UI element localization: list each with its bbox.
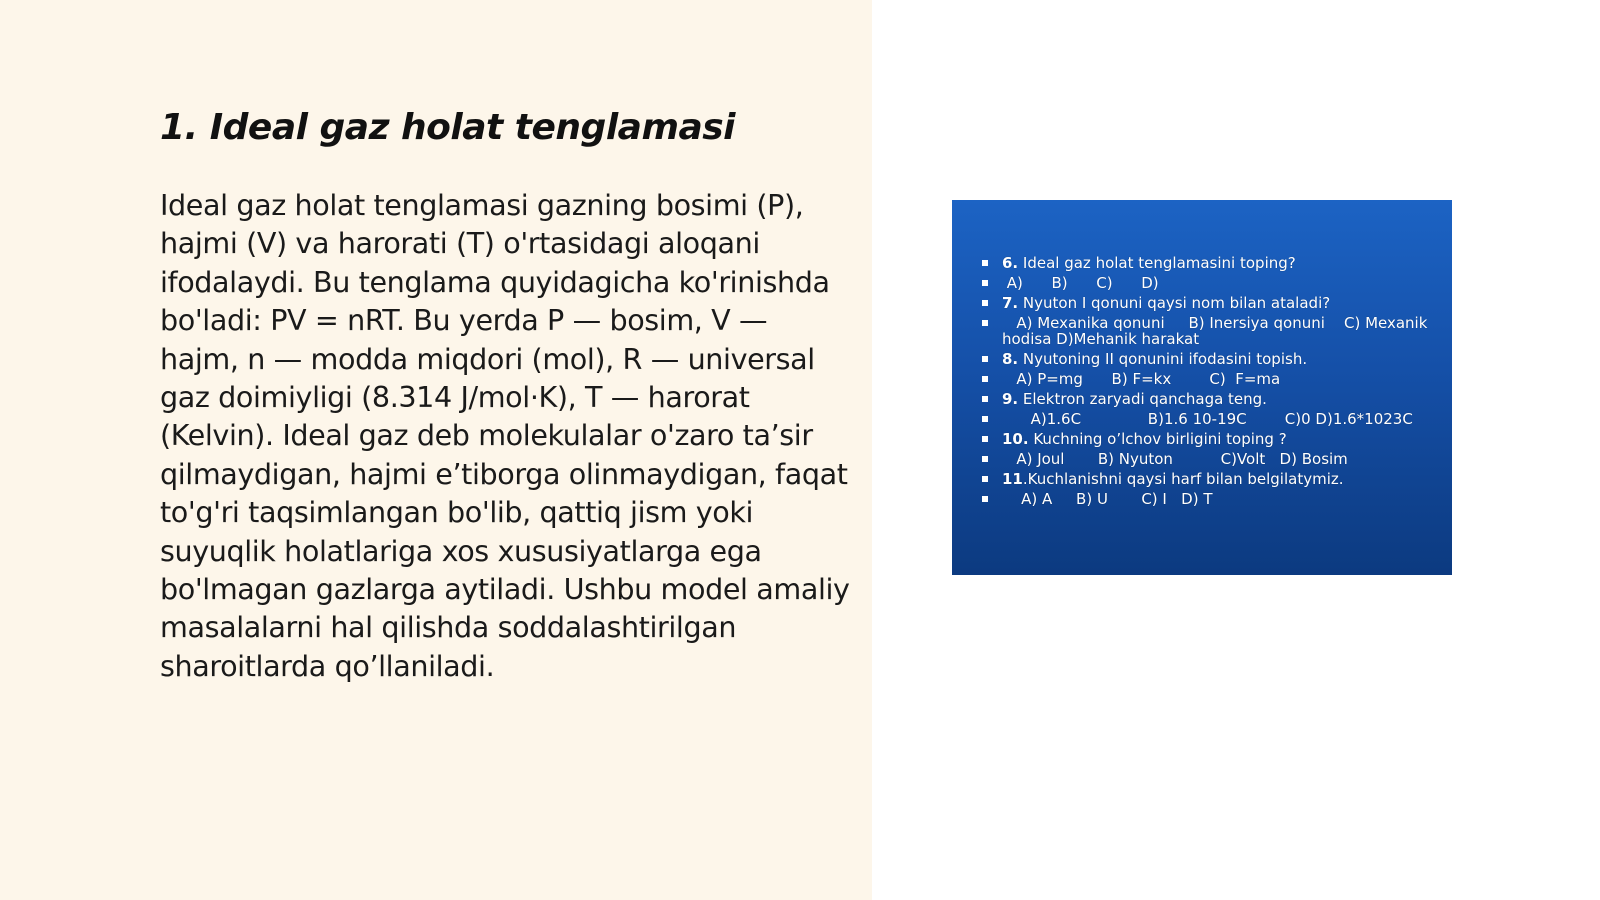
- quiz-item: 7. Nyuton I qonuni qaysi nom bilan ataladi?: [980, 295, 1440, 311]
- quiz-item: A) P=mg B) F=kx C) F=ma: [980, 371, 1440, 387]
- quiz-image: [952, 200, 1452, 575]
- quiz-item: 8. Nyutoning II qonunini ifodasini topish.: [980, 351, 1440, 367]
- quiz-item: A) A B) U C) I D) T: [980, 491, 1440, 507]
- quiz-item: A)1.6C B)1.6 10-19C C)0 D)1.6*1023C: [980, 411, 1440, 427]
- quiz-item: 6. Ideal gaz holat tenglamasini toping?: [980, 255, 1440, 271]
- quiz-item: 9. Elektron zaryadi qanchaga teng.: [980, 391, 1440, 407]
- quiz-header-decoration: [1072, 228, 1332, 253]
- body-paragraph: Ideal gaz holat tenglamasi gazning bosimi (P), hajmi (V) va harorati (T) o'rtasidagi aloqani ifodalaydi. Bu tenglama quyidagicha ko'rinishda bo'ladi: PV = nRT. Bu yerda P — bosim, V — hajm, n — modda miqdori (mol), R — universal gaz doimiyligi (8.314 J/mol·K), T — harorat (Kelvin). Ideal gaz deb molekulalar o'zaro ta’sir qilmaydigan, hajmi e’tiborga olinmaydigan, faqat to'g'ri taqsimlangan bo'lib, qattiq jism yoki suyuqlik holatlariga xos xususiyatlarga ega bo'lmagan gazlarga aytiladi. Ushbu model amaliy masalalarni hal qilishda soddalashtirilgan sharoitlarda qo’llaniladi.: [160, 188, 850, 683]
- slide-title: 1. Ideal gaz holat tenglamasi: [160, 107, 736, 148]
- quiz-list: [980, 255, 1440, 511]
- quiz-item: 11.Kuchlanishni qaysi harf bilan belgilatymiz.: [980, 471, 1440, 487]
- quiz-item: A) Mexanika qonuni B) Inersiya qonuni C) Mexanik hodisa D)Mehanik harakat: [980, 315, 1440, 347]
- quiz-item: A) Joul B) Nyuton C)Volt D) Bosim: [980, 451, 1440, 467]
- quiz-item: 10. Kuchning o’lchov birligini toping ?: [980, 431, 1440, 447]
- quiz-item: A) B) C) D): [980, 275, 1440, 291]
